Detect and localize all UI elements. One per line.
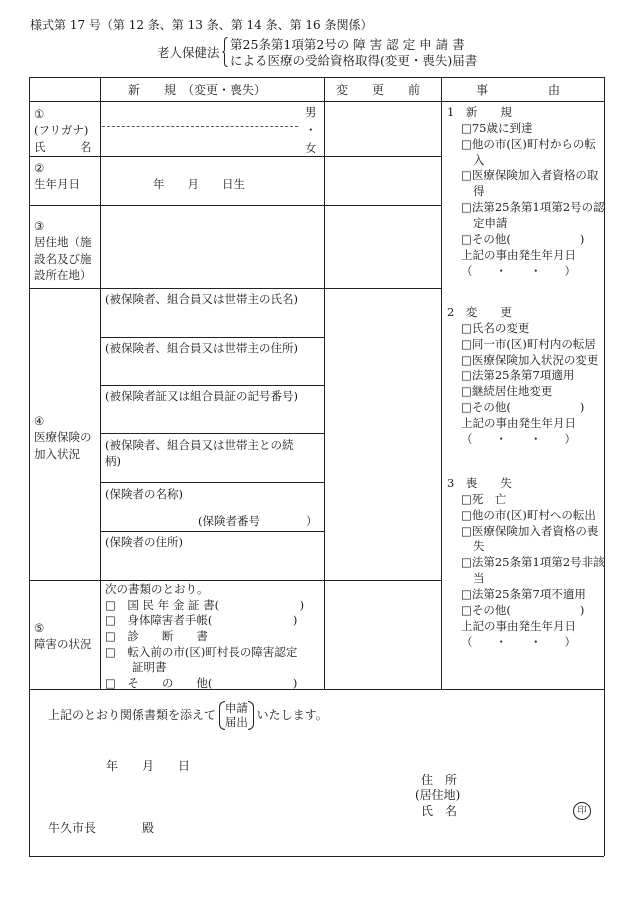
insurer-address-field[interactable]: (保険者の住所) [105, 535, 183, 549]
reason-move-in-checkbox[interactable]: □他の市(区)町村からの転 [461, 136, 596, 151]
gender-female[interactable]: 女 [305, 140, 317, 155]
insurer-name-field[interactable]: (保険者の名称) [105, 487, 183, 501]
insurer-number-field[interactable]: (保険者番号 ） [198, 514, 318, 528]
recipient-label: 牛久市長 [48, 821, 97, 835]
reason-lose-insurance-checkbox[interactable]: □医療保険加入者資格の喪 [461, 523, 599, 538]
gender-male[interactable]: 男 [305, 105, 317, 119]
reason-change-date-field[interactable]: （ ・ ・ ） [461, 431, 576, 446]
applicant-residence-label: (居住地) [415, 788, 461, 802]
reason-new-date-field[interactable]: （ ・ ・ ） [461, 263, 576, 278]
insured-name-field[interactable]: (被保険者、組合員又は世帯主の氏名) [105, 292, 298, 306]
disability-documents: 次の書類のとおり。 □ 国 民 年 金 証 書( ) □ 身体障害者手帳( ) □ 診 断 書 □ 転入前の市(区)町村長の障害認定 証明書 □ そ の 他( ) [105, 582, 305, 690]
seal-mark: 印 [573, 802, 591, 820]
reason-change-section: 2 変 更 □氏名の変更 □同一市(区)町村内の転居 □医療保険加入状況の変更 □法第25条第7項適用 □継続居住地変更 □その他( ) 上記の事由発生年月日 （ ・ ・ ） [447, 305, 599, 446]
reason-article25-7-checkbox[interactable]: □法第25条第7項適用 [461, 368, 575, 383]
applicant-address-label: 住 所 [421, 773, 458, 787]
reason-continued-residence-checkbox[interactable]: □継続居住地変更 [461, 384, 553, 399]
title-line-2: による医療の受給資格取得(変更・喪失)届書 [230, 53, 478, 68]
reason-insurance-change-checkbox[interactable]: □医療保険加入状況の変更 [461, 352, 599, 367]
recipient-honorific: 殿 [142, 821, 155, 835]
reason-new-other-checkbox[interactable]: □その他( ) [461, 231, 585, 246]
row-label-disability: ⑤ 障害の状況 [34, 621, 92, 652]
reason-age-75-checkbox[interactable]: □75歳に到達 [461, 120, 533, 135]
reason-article25-7-not-applied-checkbox[interactable]: □法第25条第7項不適用 [461, 587, 586, 602]
row-label-birth: ② 生年月日 [34, 161, 80, 192]
title-prefix: 老人保健法 [157, 45, 220, 60]
reason-loss-other-checkbox[interactable]: □その他( ) [461, 602, 585, 617]
relationship-field[interactable]: (被保険者、組合員又は世帯主との続 柄) [105, 438, 294, 469]
insurance-card-number-field[interactable]: (被保険者証又は組合員証の記号番号) [105, 389, 298, 403]
gender-options: 男 ・ 女 [305, 104, 317, 157]
birth-date-field[interactable]: 年 月 日生 [153, 177, 245, 191]
reason-change-other-checkbox[interactable]: □その他( ) [461, 400, 585, 415]
reason-disability-application-checkbox[interactable]: □法第25条第1項第2号の認 [461, 200, 605, 215]
doc-pension-certificate-checkbox[interactable]: □ 国 民 年 金 証 書( ) [105, 597, 305, 612]
insured-address-field[interactable]: (被保険者、組合員又は世帯主の住所) [105, 341, 298, 355]
row-label-address: ③ 居住地（施 設名及び施 設所在地） [34, 219, 92, 282]
title-line-1: 第25条第1項第2号の 障 害 認 定 申 請 書 [230, 37, 465, 52]
reason-acquire-insurance-checkbox[interactable]: □医療保険加入者資格の取 [461, 168, 599, 183]
reason-loss-section: 3 喪 失 □死 亡 □他の市(区)町村への転出 □医療保険加入者資格の喪 失 □法第25条第1項第2号非該 当 □法第25条第7項不適用 □その他( ) 上記の事由発生年月日 （ ・ ・ ） [447, 476, 605, 649]
row-label-name: ① (フリガナ) 氏 名 [34, 107, 92, 154]
column-header-before: 変 更 前 [336, 83, 421, 97]
doc-other-checkbox[interactable]: □ そ の 他( ) [105, 675, 298, 690]
reason-disability-ineligible-checkbox[interactable]: □法第25条第1項第2号非該 [461, 555, 605, 570]
submission-type-choice[interactable]: 申請 届出 [220, 701, 253, 730]
reason-relocation-checkbox[interactable]: □同一市(区)町村内の転居 [461, 336, 596, 351]
column-header-new: 新 規 （変更・喪失） [128, 83, 267, 97]
doc-disability-handbook-checkbox[interactable]: □ 身体障害者手帳( ) [105, 613, 298, 628]
applicant-name-label: 氏 名 [421, 804, 458, 818]
doc-medical-certificate-checkbox[interactable]: □ 診 断 書 [105, 628, 208, 643]
form-number: 様式第 17 号（第 12 条、第 13 条、第 14 条、第 16 条関係） [30, 18, 373, 32]
row-label-insurance: ④ 医療保険の 加入状況 [34, 414, 92, 461]
reason-move-out-checkbox[interactable]: □他の市(区)町村への転出 [461, 507, 596, 522]
doc-prior-municipality-certificate-checkbox[interactable]: □ 転入前の市(区)町村長の障害認定 [105, 644, 298, 659]
submission-statement: 上記のとおり関係書類を添えて 申請 届出 いたします。 [48, 701, 328, 730]
column-header-reason: 事 由 [476, 83, 561, 97]
reason-loss-date-field[interactable]: （ ・ ・ ） [461, 634, 576, 649]
title-brace [222, 37, 228, 67]
reason-death-checkbox[interactable]: □死 亡 [461, 491, 507, 506]
reason-name-change-checkbox[interactable]: □氏名の変更 [461, 320, 530, 335]
submission-date-field[interactable]: 年 月 日 [106, 759, 191, 773]
reason-new-section: 1 新 規 □75歳に到達 □他の市(区)町村からの転 入 □医療保険加入者資格の取 得 □法第25条第1項第2号の認 定申請 □その他( ) 上記の事由発生年月日 （ ・ ・ ） [447, 105, 605, 278]
